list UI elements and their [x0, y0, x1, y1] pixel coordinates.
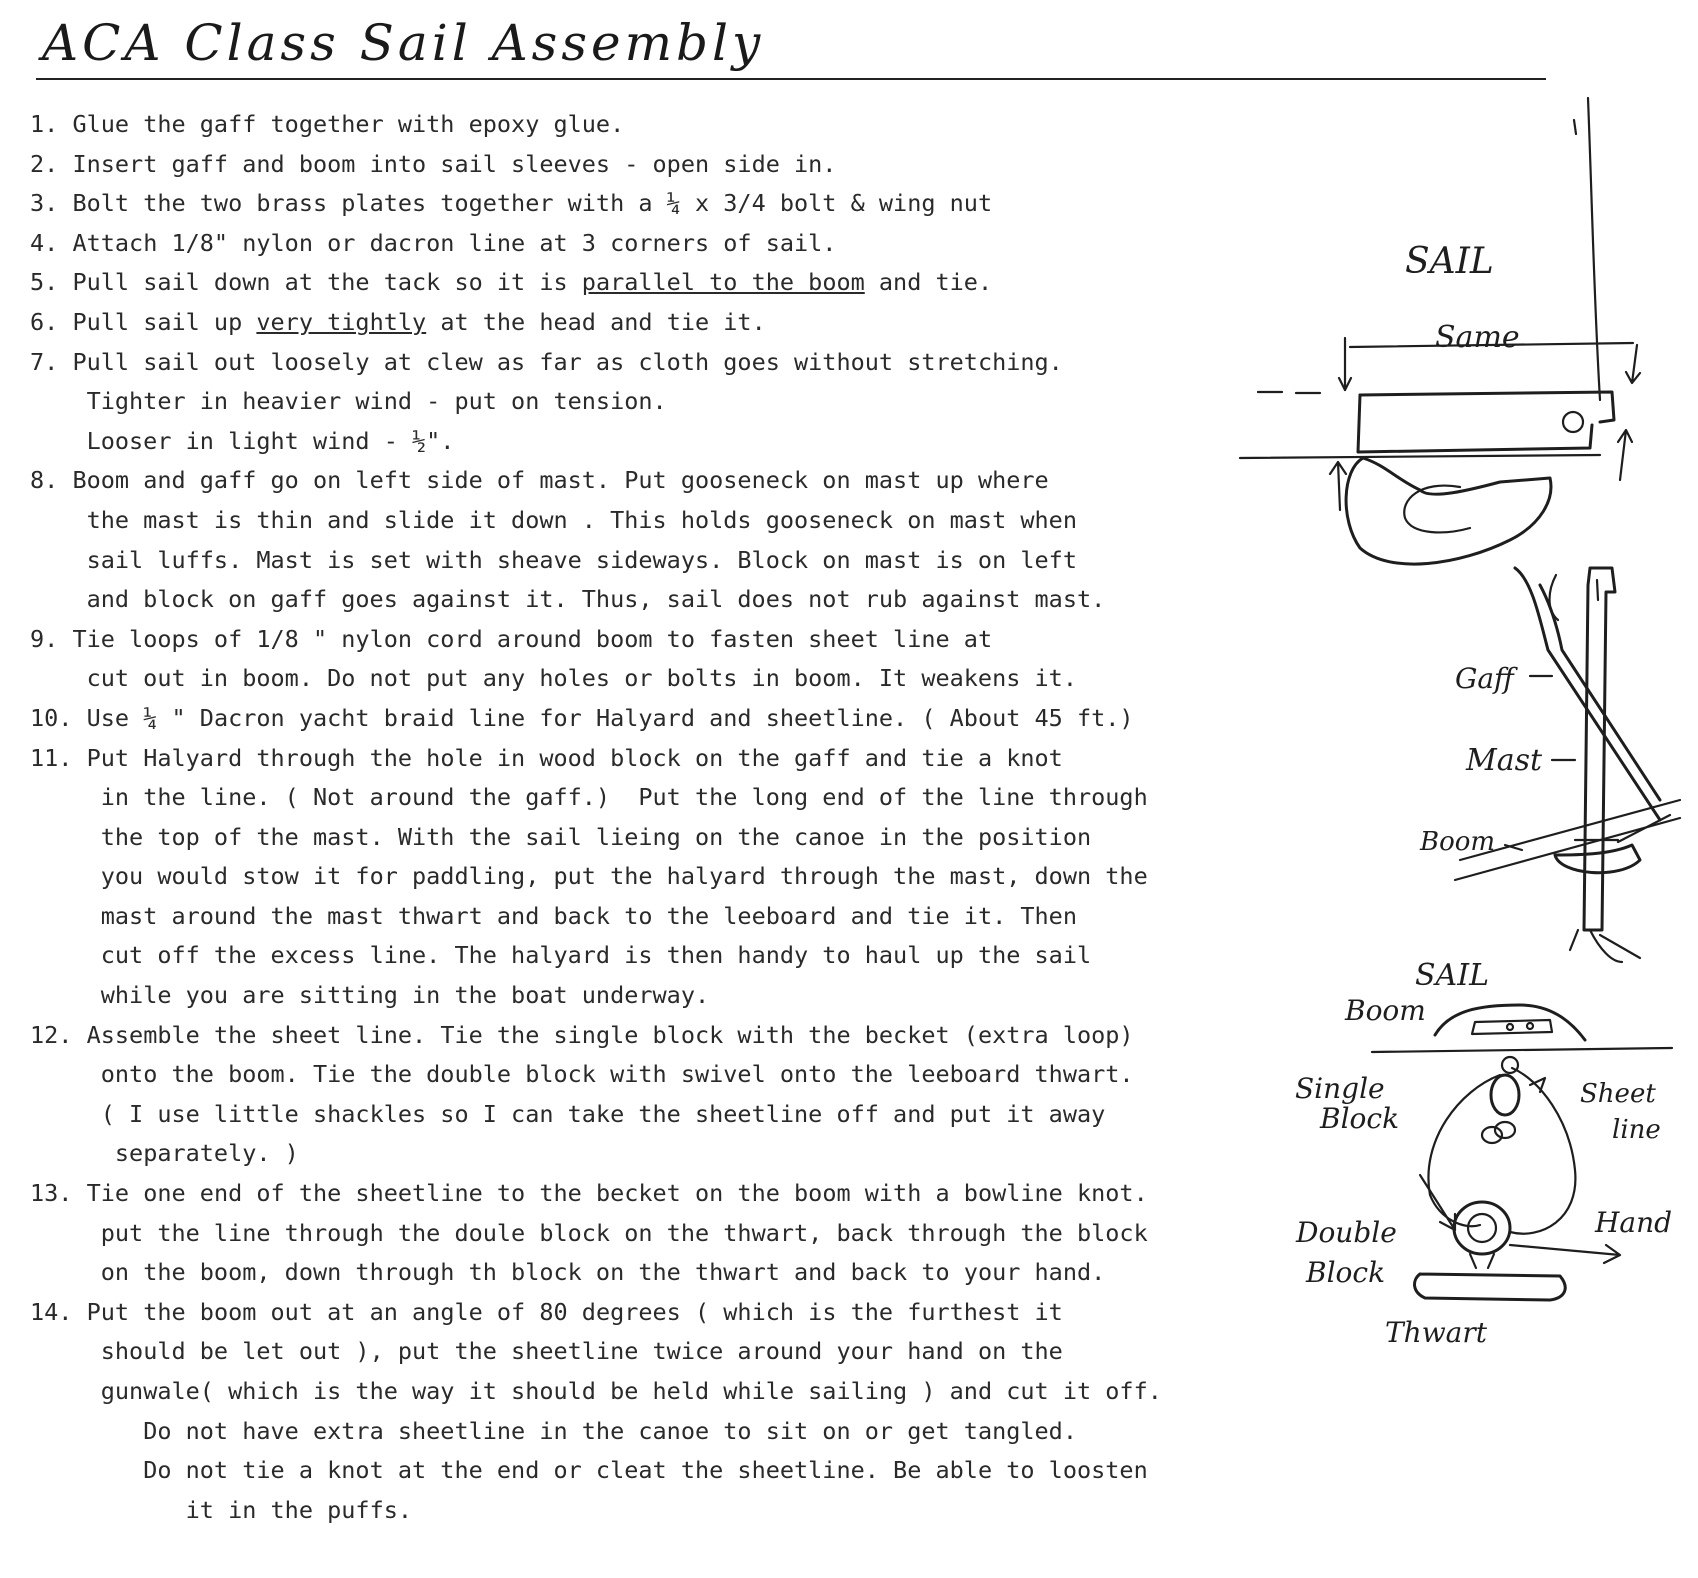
- step-text: Put Halyard through the hole in wood block on the gaff and tie a knot: [86, 743, 1063, 772]
- step-text: while you are sitting in the boat underway.: [100, 981, 710, 1010]
- step-number: 14.: [30, 1297, 73, 1326]
- step-text: Insert gaff and boom into sail sleeves - open side in.: [72, 149, 837, 178]
- page-title: ACA Class Sail Assembly: [42, 14, 765, 72]
- step-text: mast around the mast thwart and back to the leeboard and tie it. Then: [100, 901, 1077, 930]
- label-gaff: Gaff: [1455, 662, 1514, 695]
- step-text: Pull sail out loosely at clew as far as cloth goes without stretching.: [72, 347, 1063, 376]
- label-sheet: Sheet: [1580, 1079, 1656, 1109]
- step-text: Assemble the sheet line. Tie the single block with the becket (extra loop): [86, 1020, 1134, 1049]
- step-text: on the boom, down through th block on the thwart and back to your hand.: [100, 1258, 1106, 1287]
- step-text: Put the boom out at an angle of 80 degrees ( which is the furthest it: [86, 1297, 1063, 1326]
- label-thwart: Thwart: [1385, 1316, 1488, 1349]
- step-number: 12.: [30, 1020, 73, 1049]
- step-number: 7.: [30, 347, 59, 376]
- step-number: 2.: [30, 149, 59, 178]
- label-line: line: [1612, 1115, 1661, 1145]
- step-text: cut out in boom. Do not put any holes or bolts in boom. It weakens it.: [86, 664, 1077, 693]
- step-number: 4.: [30, 228, 59, 257]
- step-text: Use ¼ " Dacron yacht braid line for Halyard and sheetline. ( About 45 ft.): [86, 703, 1134, 732]
- step-text: Attach 1/8" nylon or dacron line at 3 corners of sail.: [72, 228, 837, 257]
- label-block-single: Block: [1320, 1102, 1400, 1135]
- step-number: 11.: [30, 743, 73, 772]
- step-text: gunwale( which is the way it should be held while sailing ) and cut it off.: [100, 1377, 1162, 1405]
- step-text: and block on gaff goes against it. Thus, sail does not rub against mast.: [86, 585, 1106, 614]
- step-text: should be let out ), put the sheetline twice around your hand on the: [100, 1337, 1063, 1366]
- step-text: the top of the mast. With the sail lieing on the canoe in the position: [100, 822, 1092, 851]
- label-same: Same: [1435, 320, 1520, 355]
- step-text: Looser in light wind - ½".: [86, 426, 455, 455]
- label-single: Single: [1295, 1072, 1385, 1105]
- step-text: onto the boom. Tie the double block with swivel onto the leeboard thwart.: [100, 1060, 1134, 1089]
- step-number: 10.: [30, 703, 73, 732]
- step-text: cut off the excess line. The halyard is then handy to haul up the sail: [100, 941, 1092, 970]
- mast-sketch: [1419, 568, 1680, 962]
- sheet-block-sketch: [1295, 958, 1672, 1349]
- label-boom-bottom: Boom: [1345, 994, 1426, 1027]
- underlined-phrase: parallel to the boom: [581, 268, 865, 297]
- step-text: Glue the gaff together with epoxy glue.: [72, 110, 625, 138]
- step-text: Tighter in heavier wind - put on tension.: [86, 387, 667, 416]
- step-text: Pull sail down at the tack so it is parallel to the boom and tie.: [72, 268, 993, 297]
- step-number: 5.: [30, 268, 59, 297]
- step-text: sail luffs. Mast is set with sheave sideways. Block on mast is on left: [86, 545, 1077, 574]
- step-text: Tie one end of the sheetline to the becket on the boom with a bowline knot.: [86, 1179, 1148, 1208]
- step-number: 8.: [30, 466, 59, 495]
- step-text: Do not tie a knot at the end or cleat the sheetline. Be able to loosten: [100, 1456, 1148, 1485]
- step-text: Tie loops of 1/8 " nylon cord around boom to fasten sheet line at: [72, 624, 993, 653]
- step-number: 3.: [30, 189, 59, 218]
- label-sail-bottom: SAIL: [1415, 958, 1489, 993]
- label-boom: Boom: [1420, 827, 1496, 857]
- step-number: 1.: [30, 110, 59, 138]
- step-text: Do not have extra sheetline in the canoe to sit on or get tangled.: [100, 1416, 1077, 1445]
- step-text: Boom and gaff go on left side of mast. Put gooseneck on mast up where: [72, 466, 1049, 495]
- label-hand: Hand: [1595, 1206, 1673, 1239]
- step-text: ( I use little shackles so I can take the sheetline off and put it away: [100, 1099, 1106, 1128]
- step-text: Bolt the two brass plates together with a ¼ x 3/4 bolt & wing nut: [72, 189, 993, 218]
- label-double: Double: [1296, 1216, 1397, 1249]
- step-text: in the line. ( Not around the gaff.) Put the long end of the line through: [100, 783, 1148, 812]
- underlined-phrase: very tightly: [256, 307, 427, 336]
- step-number: 6.: [30, 307, 59, 336]
- step-text: it in the puffs.: [100, 1495, 413, 1524]
- step-number: 13.: [30, 1179, 73, 1208]
- step-text: put the line through the doule block on the thwart, back through the block: [100, 1218, 1148, 1247]
- step-text: the mast is thin and slide it down . This holds gooseneck on mast when: [86, 505, 1077, 534]
- gooseneck-sketch: [1240, 98, 1640, 564]
- label-block-double: Block: [1306, 1256, 1386, 1289]
- step-text: separately. ): [100, 1139, 299, 1168]
- step-number: 9.: [30, 624, 59, 653]
- label-sail-top: SAIL: [1405, 241, 1494, 282]
- step-text: you would stow it for paddling, put the halyard through the mast, down the: [100, 862, 1148, 891]
- step-text: Pull sail up very tightly at the head and tie it.: [72, 307, 766, 336]
- label-mast: Mast: [1466, 743, 1543, 778]
